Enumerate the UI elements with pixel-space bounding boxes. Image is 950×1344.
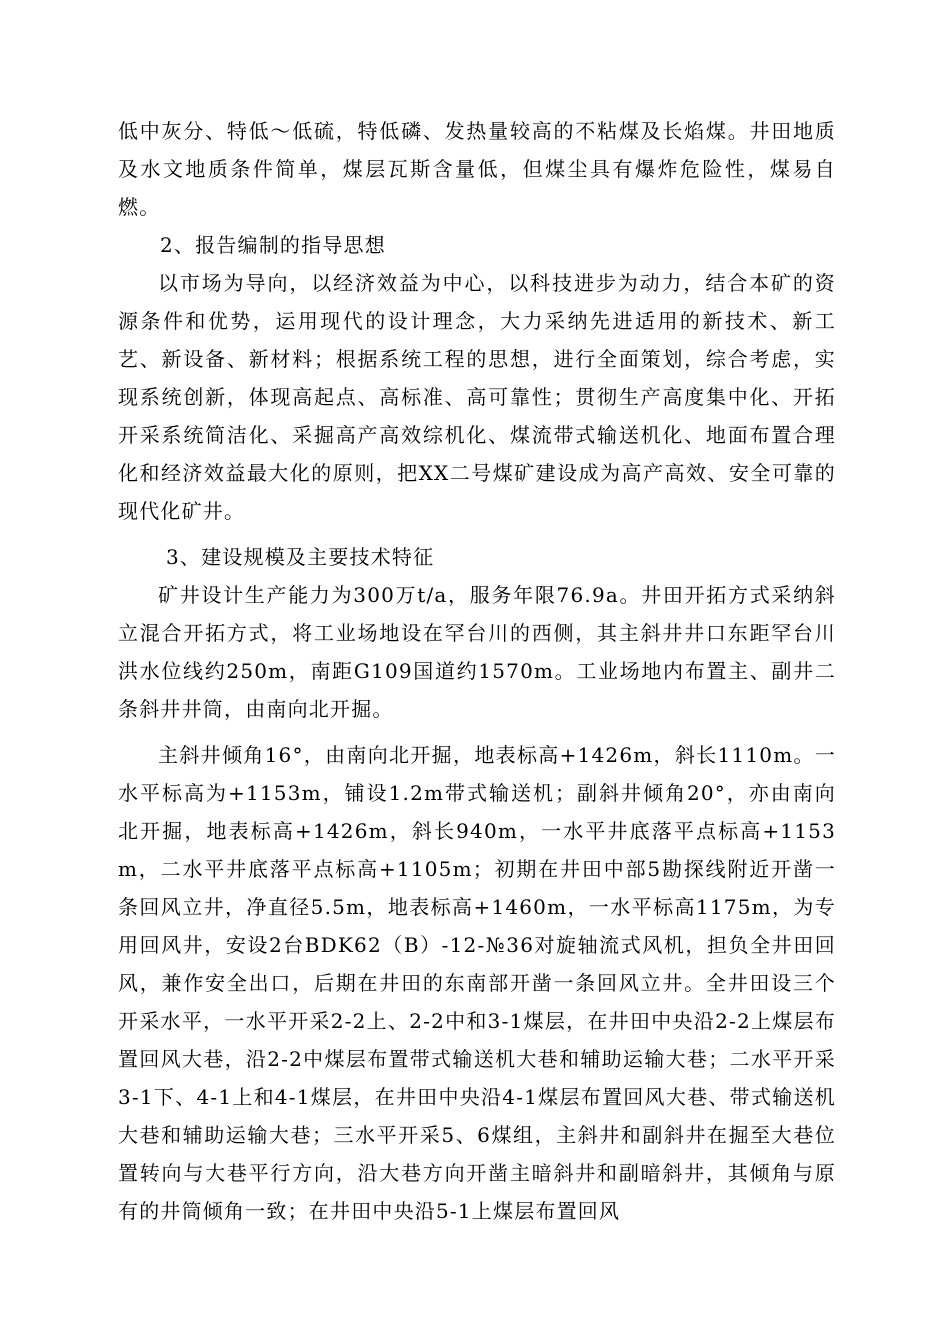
paragraph-design-capacity: 矿井设计生产能力为300万t/a，服务年限76.9a。井田开拓方式采纳斜立混合开拓方式，将工业场地设在罕台川的西侧，其主斜井井口东距罕台川洪水位线约250m，南距G109国道约1570m。工业场地内布置主、副井二条斜井井筒，由南向北开掘。: [118, 583, 836, 721]
paragraph-geology: 低中灰分、特低～低硫，特低磷、发热量较高的不粘煤及长焰煤。井田地质及水文地质条件简单，煤层瓦斯含量低，但煤尘具有爆炸危险性，煤易自燃。: [118, 119, 836, 219]
document-page: [118, 112, 836, 1230]
paragraph-shaft-details: 主斜井倾角16°，由南向北开掘，地表标高+1426m，斜长1110m。一水平标高为+1153m，铺设1.2m带式输送机；副斜井倾角20°，亦由南向北开掘，地表标高+1426m，斜长940m，一水平井底落平点标高+1153m，二水平井底落平点标高+1105m；初期在井田中部5勘探线附近开凿一条回风立井，净直径5.5m，地表标高+1460m，一水平标高1175m，为专用回风井，安设2台BDK62（B）-12-№36对旋轴流式风机，担负全井田回风，兼作安全出口，后期在井田的东南部开凿一条回风立井。全井田设三个开采水平，一水平开采2-2上、2-2中和3-1煤层，在井田中央沿2-2上煤层布置回风大巷，沿2-2中煤层布置带式输送机大巷和辅助运输大巷；二水平开采3-1下、4-1上和4-1煤层，在井田中央沿4-1煤层布置回风大巷、带式输送机大巷和辅助运输大巷；三水平开采5、6煤组，主斜井和副斜井在掘至大巷位置转向与大巷平行方向，沿大巷方向开凿主暗斜井和副暗斜井，其倾角与原有的井筒倾角一致；在井田中央沿5-1上煤层布置回风: [118, 743, 836, 1223]
paragraph-guiding-thought: 以市场为导向，以经济效益为中心，以科技进步为动力，结合本矿的资源条件和优势，运用现代的设计理念，大力采纳先进适用的新技术、新工艺、新设备、新材料；根据系统工程的思想，进行全面策划，综合考虑，实现系统创新，体现高起点、高标准、高可靠性；贯彻生产高度集中化、开拓开采系统简洁化、采掘高产高效综机化、煤流带式输送机化、地面布置合理化和经济效益最大化的原则，把XX二号煤矿建设成为高产高效、安全可靠的现代化矿井。: [118, 271, 836, 523]
section-heading-guiding-thought: 2、报告编制的指导思想: [160, 233, 386, 257]
section-heading-scale-features: 3、建设规模及主要技术特征: [166, 545, 435, 569]
